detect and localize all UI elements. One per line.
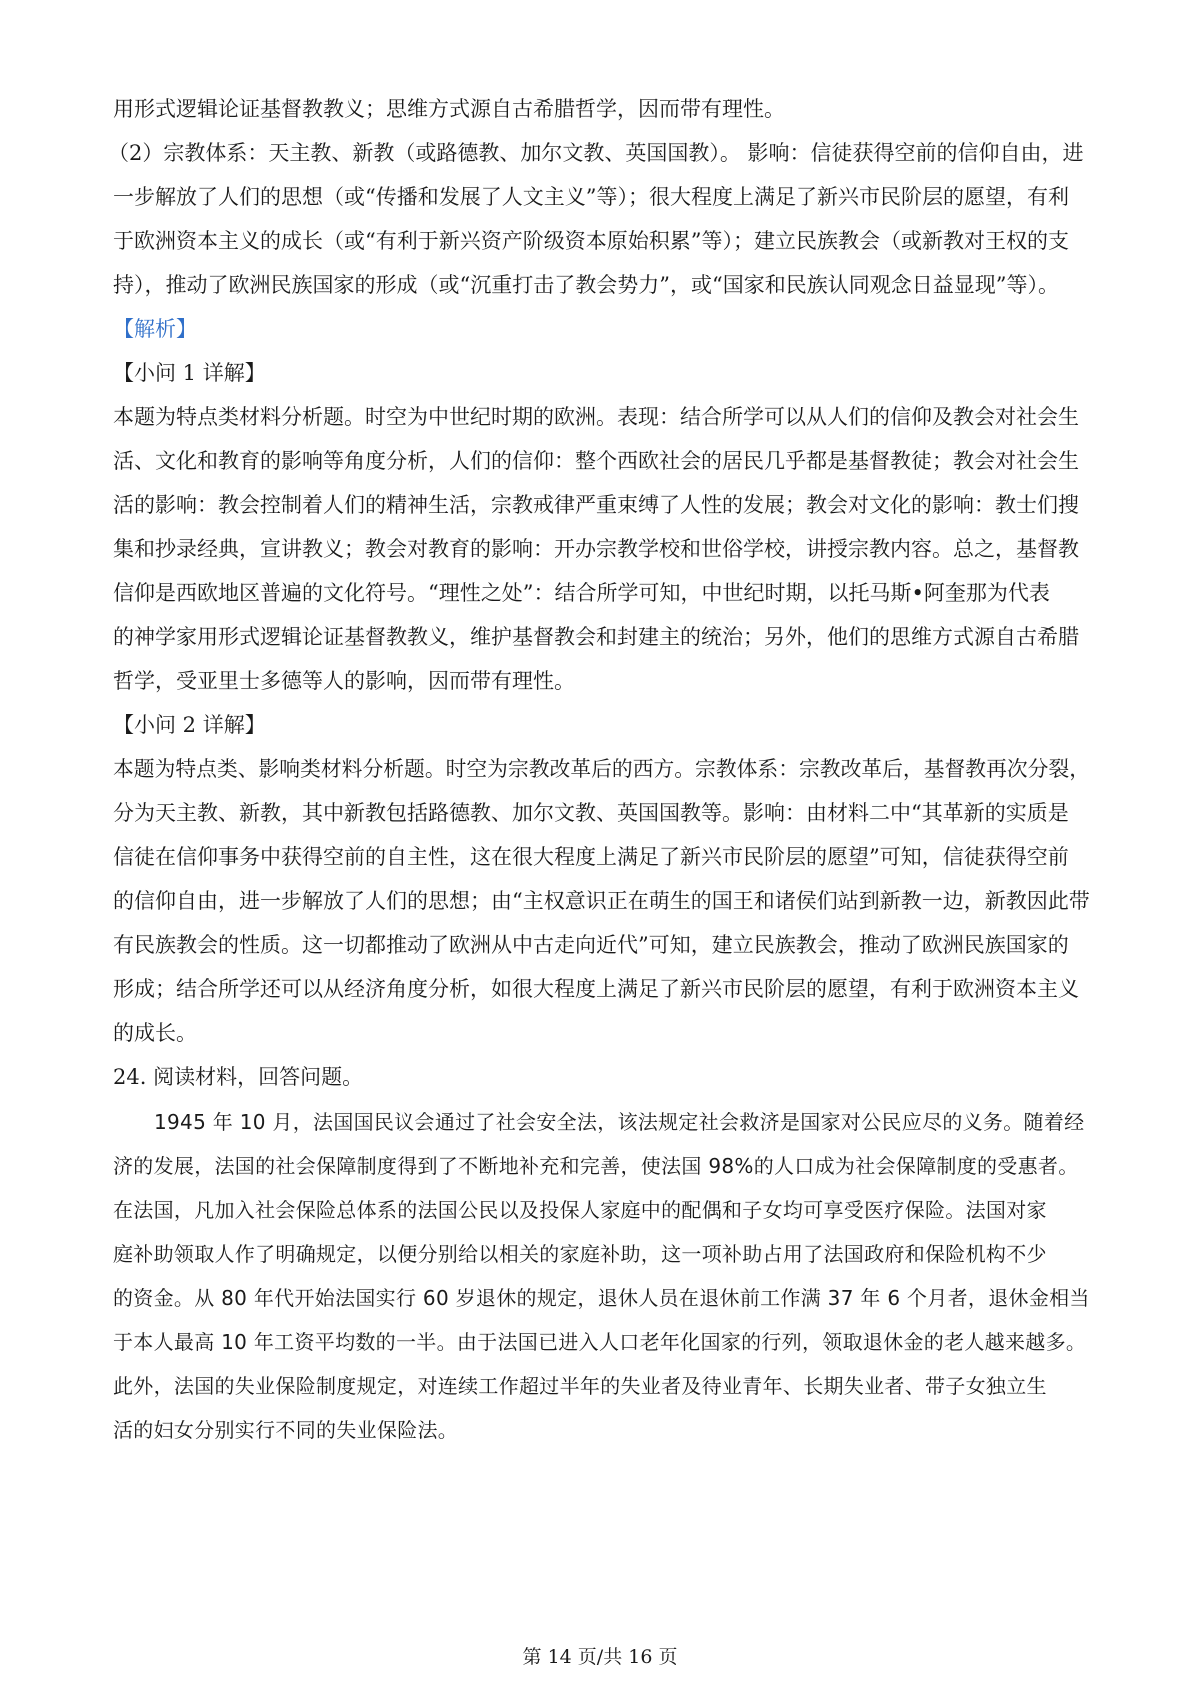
sub1-line: 活的影响：教会控制着人们的精神生活，宗教戒律严重束缚了人性的发展；教会对文化的影响：教士们搜 bbox=[113, 493, 1079, 517]
question-24-title: 24. 阅读材料，回答问题。 bbox=[113, 1065, 364, 1089]
sub2-line: 有民族教会的性质。这一切都推动了欧洲从中古走向近代”可知，建立民族教会，推动了欧洲民族国家的 bbox=[113, 933, 1069, 957]
material-line: 济的发展，法国的社会保障制度得到了不断地补充和完善，使法国 98%的人口成为社会保障制度的受惠者。 bbox=[113, 1154, 1079, 1178]
answer-line: 一步解放了人们的思想（或“传播和发展了人文主义”等）；很大程度上满足了新兴市民阶层的愿望，有利 bbox=[113, 185, 1069, 209]
answer-line: 于欧洲资本主义的成长（或“有利于新兴资产阶级资本原始积累”等）；建立民族教会（或新教对王权的支 bbox=[113, 229, 1069, 253]
material-line: 此外，法国的失业保险制度规定，对连续工作超过半年的失业者及待业青年、长期失业者、带子女独立生 bbox=[113, 1374, 1047, 1398]
page-number-footer: 第 14 页/共 16 页 bbox=[522, 1646, 678, 1668]
sub2-line: 形成；结合所学还可以从经济角度分析，如很大程度上满足了新兴市民阶层的愿望，有利于欧洲资本主义 bbox=[113, 977, 1079, 1001]
material-line: 活的妇女分别实行不同的失业保险法。 bbox=[113, 1418, 459, 1442]
sub1-line: 集和抄录经典，宣讲教义；教会对教育的影响：开办宗教学校和世俗学校，讲授宗教内容。总之，基督教 bbox=[113, 537, 1079, 561]
material-line: 庭补助领取人作了明确规定，以便分别给以相关的家庭补助，这一项补助占用了法国政府和保险机构不少 bbox=[113, 1242, 1047, 1266]
sub2-line: 本题为特点类、影响类材料分析题。时空为宗教改革后的西方。宗教体系：宗教改革后，基督教再次分裂， bbox=[113, 757, 1091, 781]
sub2-heading: 【小问 2 详解】 bbox=[113, 713, 266, 737]
material-line: 的资金。从 80 年代开始法国实行 60 岁退休的规定，退休人员在退休前工作满 37 年 6 个月者，退休金相当 bbox=[113, 1286, 1090, 1310]
sub1-line: 的神学家用形式逻辑论证基督教教义，维护基督教会和封建主的统治；另外，他们的思维方式源自古希腊 bbox=[113, 625, 1079, 649]
sub2-line: 分为天主教、新教，其中新教包括路德教、加尔文教、英国国教等。影响：由材料二中“其革新的实质是 bbox=[113, 801, 1069, 825]
material-line: 于本人最高 10 年工资平均数的一半。由于法国已进入人口老年化国家的行列，领取退休金的老人越来越多。 bbox=[113, 1330, 1087, 1354]
answer-line: （2）宗教体系：天主教、新教（或路德教、加尔文教、英国国教）。 影响：信徒获得空前的信仰自由，进 bbox=[108, 141, 1084, 165]
analysis-heading: 【解析】 bbox=[113, 317, 197, 341]
sub1-line: 本题为特点类材料分析题。时空为中世纪时期的欧洲。表现：结合所学可以从人们的信仰及教会对社会生 bbox=[113, 405, 1079, 429]
answer-line: 用形式逻辑论证基督教教义；思维方式源自古希腊哲学，因而带有理性。 bbox=[113, 97, 785, 121]
sub2-line: 信徒在信仰事务中获得空前的自主性，这在很大程度上满足了新兴市民阶层的愿望”可知，信徒获得空前 bbox=[113, 845, 1069, 869]
sub1-line: 活、文化和教育的影响等角度分析，人们的信仰：整个西欧社会的居民几乎都是基督教徒；教会对社会生 bbox=[113, 449, 1079, 473]
sub2-line: 的成长。 bbox=[113, 1021, 197, 1045]
sub1-line: 信仰是西欧地区普遍的文化符号。“理性之处”：结合所学可知，中世纪时期，以托马斯•阿奎那为代表 bbox=[113, 581, 1050, 605]
sub1-line: 哲学，受亚里士多德等人的影响，因而带有理性。 bbox=[113, 669, 575, 693]
material-line: 1945 年 10 月，法国国民议会通过了社会安全法，该法规定社会救济是国家对公民应尽的义务。随着经 bbox=[154, 1110, 1085, 1134]
material-line: 在法国，凡加入社会保险总体系的法国公民以及投保人家庭中的配偶和子女均可享受医疗保险。法国对家 bbox=[113, 1198, 1047, 1222]
answer-line: 持），推动了欧洲民族国家的形成（或“沉重打击了教会势力”，或“国家和民族认同观念日益显现”等）。 bbox=[113, 273, 1059, 297]
sub2-line: 的信仰自由，进一步解放了人们的思想；由“主权意识正在萌生的国王和诸侯们站到新教一边，新教因此带 bbox=[113, 889, 1090, 913]
sub1-heading: 【小问 1 详解】 bbox=[113, 361, 266, 385]
